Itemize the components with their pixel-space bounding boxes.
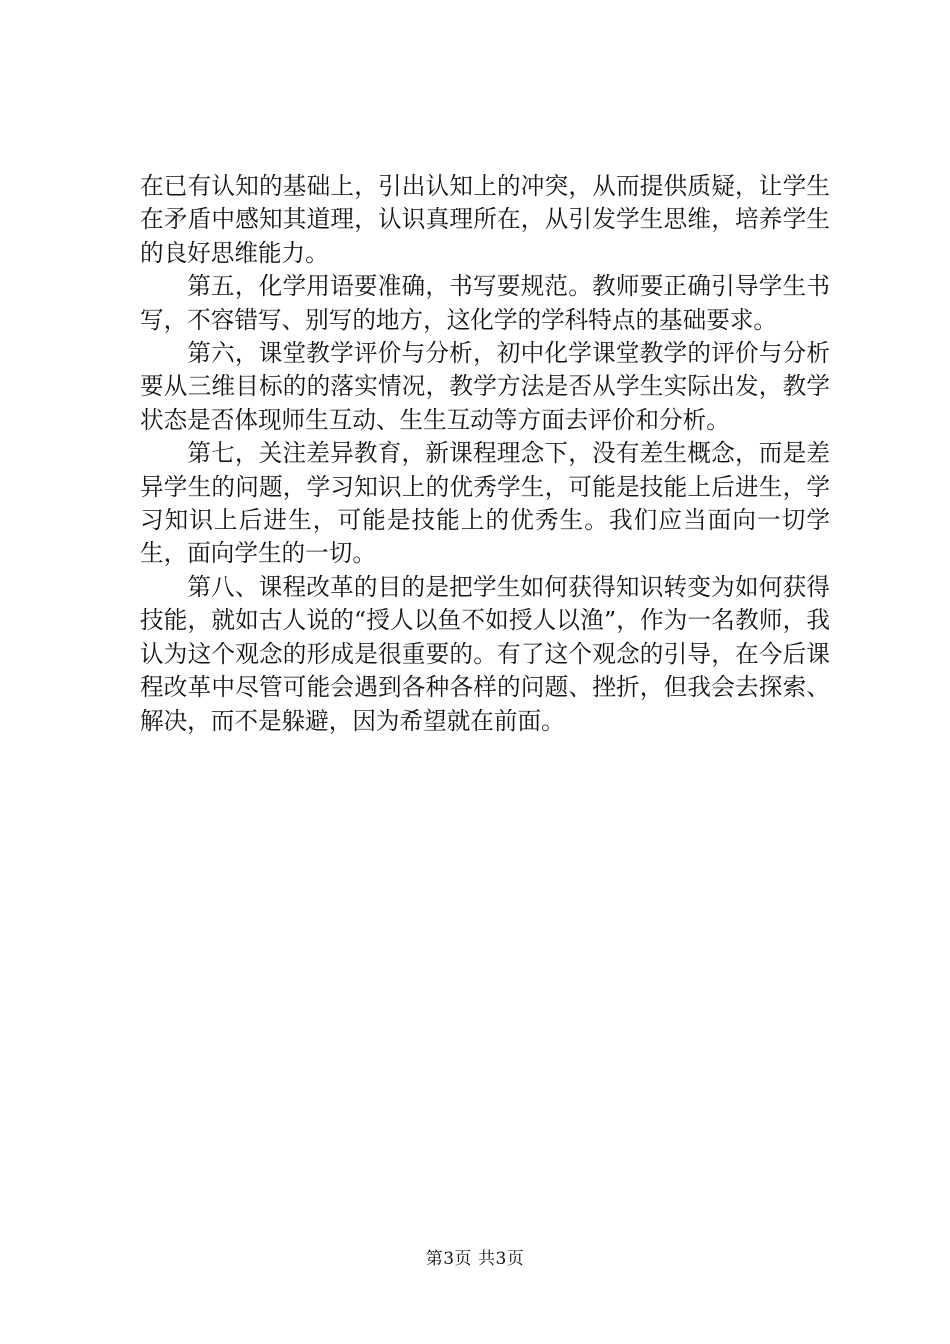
paragraph-fifth-point: 第五，化学用语要准确，书写要规范。教师要正确引导学生书写，不容错写、别写的地方，这化学的学科特点的基础要求。	[140, 272, 830, 334]
paragraph-continuation: 在已有认知的基础上，引出认知上的冲突，从而提供质疑，让学生在矛盾中感知其道理，认识真理所在，从引发学生思维，培养学生的良好思维能力。	[140, 172, 830, 267]
document-body	[140, 170, 830, 738]
page-number-footer: 第3页 共3页	[425, 1249, 525, 1269]
paragraph-eighth-point: 第八、课程改革的目的是把学生如何获得知识转变为如何获得技能，就如古人说的“授人以鱼不如授人以渔”，作为一名教师，我认为这个观念的形成是很重要的。有了这个观念的引导，在今后课程改革中尽管可能会遇到各种各样的问题、挫折，但我会去探索、解决，而不是躲避，因为希望就在前面。	[140, 572, 830, 735]
paragraph-seventh-point: 第七，关注差异教育，新课程理念下，没有差生概念，而是差异学生的问题，学习知识上的优秀学生，可能是技能上后进生，学习知识上后进生，可能是技能上的优秀生。我们应当面向一切学生，面向学生的一切。	[140, 439, 830, 568]
paragraph-sixth-point: 第六，课堂教学评价与分析，初中化学课堂教学的评价与分析要从三维目标的的落实情况，教学方法是否从学生实际出发，教学状态是否体现师生互动、生生互动等方面去评价和分析。	[140, 339, 830, 434]
